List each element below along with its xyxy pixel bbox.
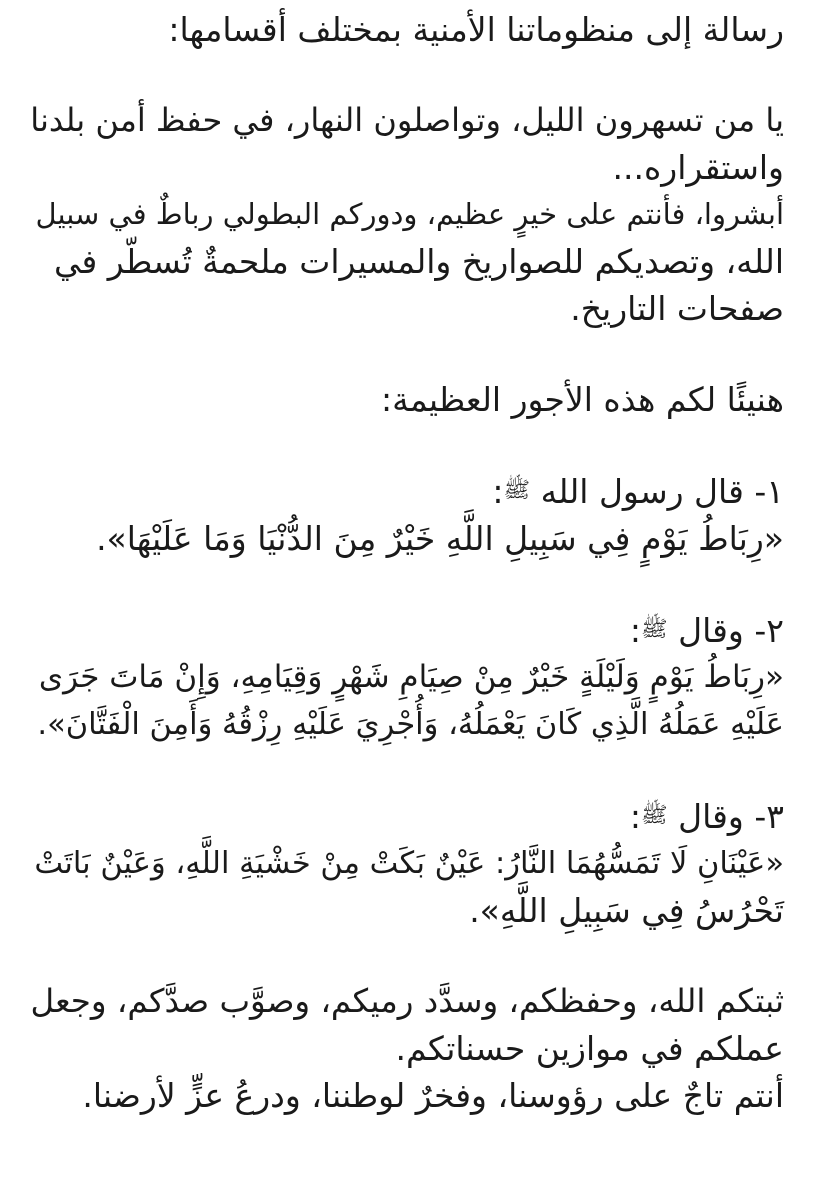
hadith-intro: [30, 606, 784, 654]
closing-line: ثبتكم الله، وحفظكم، وسدَّد رميكم، وصوَّب صدَّكم، وجعل: [30, 982, 784, 1020]
intro-line: أبشروا، فأنتم على خيرٍ عظيم، ودوركم البطولي رباطٌ في سبيل: [35, 197, 784, 231]
honorific-glyph: ﷺ: [503, 478, 531, 503]
spacer: [30, 53, 784, 97]
hadith-text-line: تَحْرُسُ فِي سَبِيلِ اللَّهِ».: [469, 891, 784, 930]
intro-line: واستقراره...: [612, 148, 784, 187]
spacer: [30, 748, 784, 792]
hadith-item: [30, 606, 784, 748]
intro-line: الله، وتصديكم للصواريخ والمسيرات ملحمةٌ تُسطّر في: [53, 242, 784, 281]
intro-line: صفحات التاريخ.: [570, 289, 784, 328]
spacer: [30, 332, 784, 376]
closing-line: عملكم في موازين حسناتكم.: [395, 1029, 784, 1068]
honorific-glyph: ﷺ: [641, 617, 668, 642]
closing-line: أنتم تاجٌ على رؤوسنا، وفخرٌ لوطننا، ودرعُ عزٍّ لأرضنا.: [82, 1076, 784, 1115]
spacer: [30, 423, 784, 467]
document-heading: رسالة إلى منظوماتنا الأمنية بمختلف أقسامها:: [168, 10, 784, 49]
hadith-text-line: عَلَيْهِ عَمَلُهُ الَّذِي كَانَ يَعْمَلُهُ، وَأُجْرِيَ عَلَيْهِ رِزْقُهُ وَأَمِنَ الْفَتَّانَ».: [37, 707, 784, 742]
intro-line: يا من تسهرون الليل، وتواصلون النهار، في حفظ أمن بلدنا: [30, 101, 784, 139]
hadith-colon: :: [629, 797, 642, 836]
spacer: [30, 562, 784, 606]
hadith-text-line: «رِبَاطُ يَوْمٍ فِي سَبِيلِ اللَّهِ خَيْرٌ مِنَ الدُّنْيَا وَمَا عَلَيْهَا».: [96, 519, 784, 558]
hadith-intro-text: ١- قال رسول الله: [540, 472, 784, 511]
spacer: [30, 934, 784, 978]
hadith-intro-text: ٣- وقال: [678, 797, 784, 836]
congrats-line: هنيئًا لكم هذه الأجور العظيمة:: [381, 380, 784, 419]
hadith-item: [30, 467, 784, 562]
hadith-colon: :: [492, 472, 504, 511]
hadith-item: [30, 792, 784, 934]
hadith-text-line: «رِبَاطُ يَوْمٍ وَلَيْلَةٍ خَيْرٌ مِنْ صِيَامِ شَهْرٍ وَقِيَامِهِ، وَإِنْ مَاتَ جَرَى: [38, 659, 784, 695]
hadith-colon: :: [629, 611, 642, 650]
honorific-glyph: ﷺ: [641, 803, 668, 828]
hadith-intro-text: ٢- وقال: [678, 611, 784, 650]
hadith-text-line: «عَيْنَانِ لَا تَمَسُّهُمَا النَّارُ: عَيْنٌ بَكَتْ مِنْ خَشْيَةِ اللَّهِ، وَعَيْنٌ بَاتَتْ: [34, 846, 784, 881]
hadith-intro: [30, 792, 784, 840]
intro-paragraph: [30, 97, 784, 332]
hadith-intro: [30, 467, 784, 515]
closing-paragraph: [30, 978, 784, 1119]
